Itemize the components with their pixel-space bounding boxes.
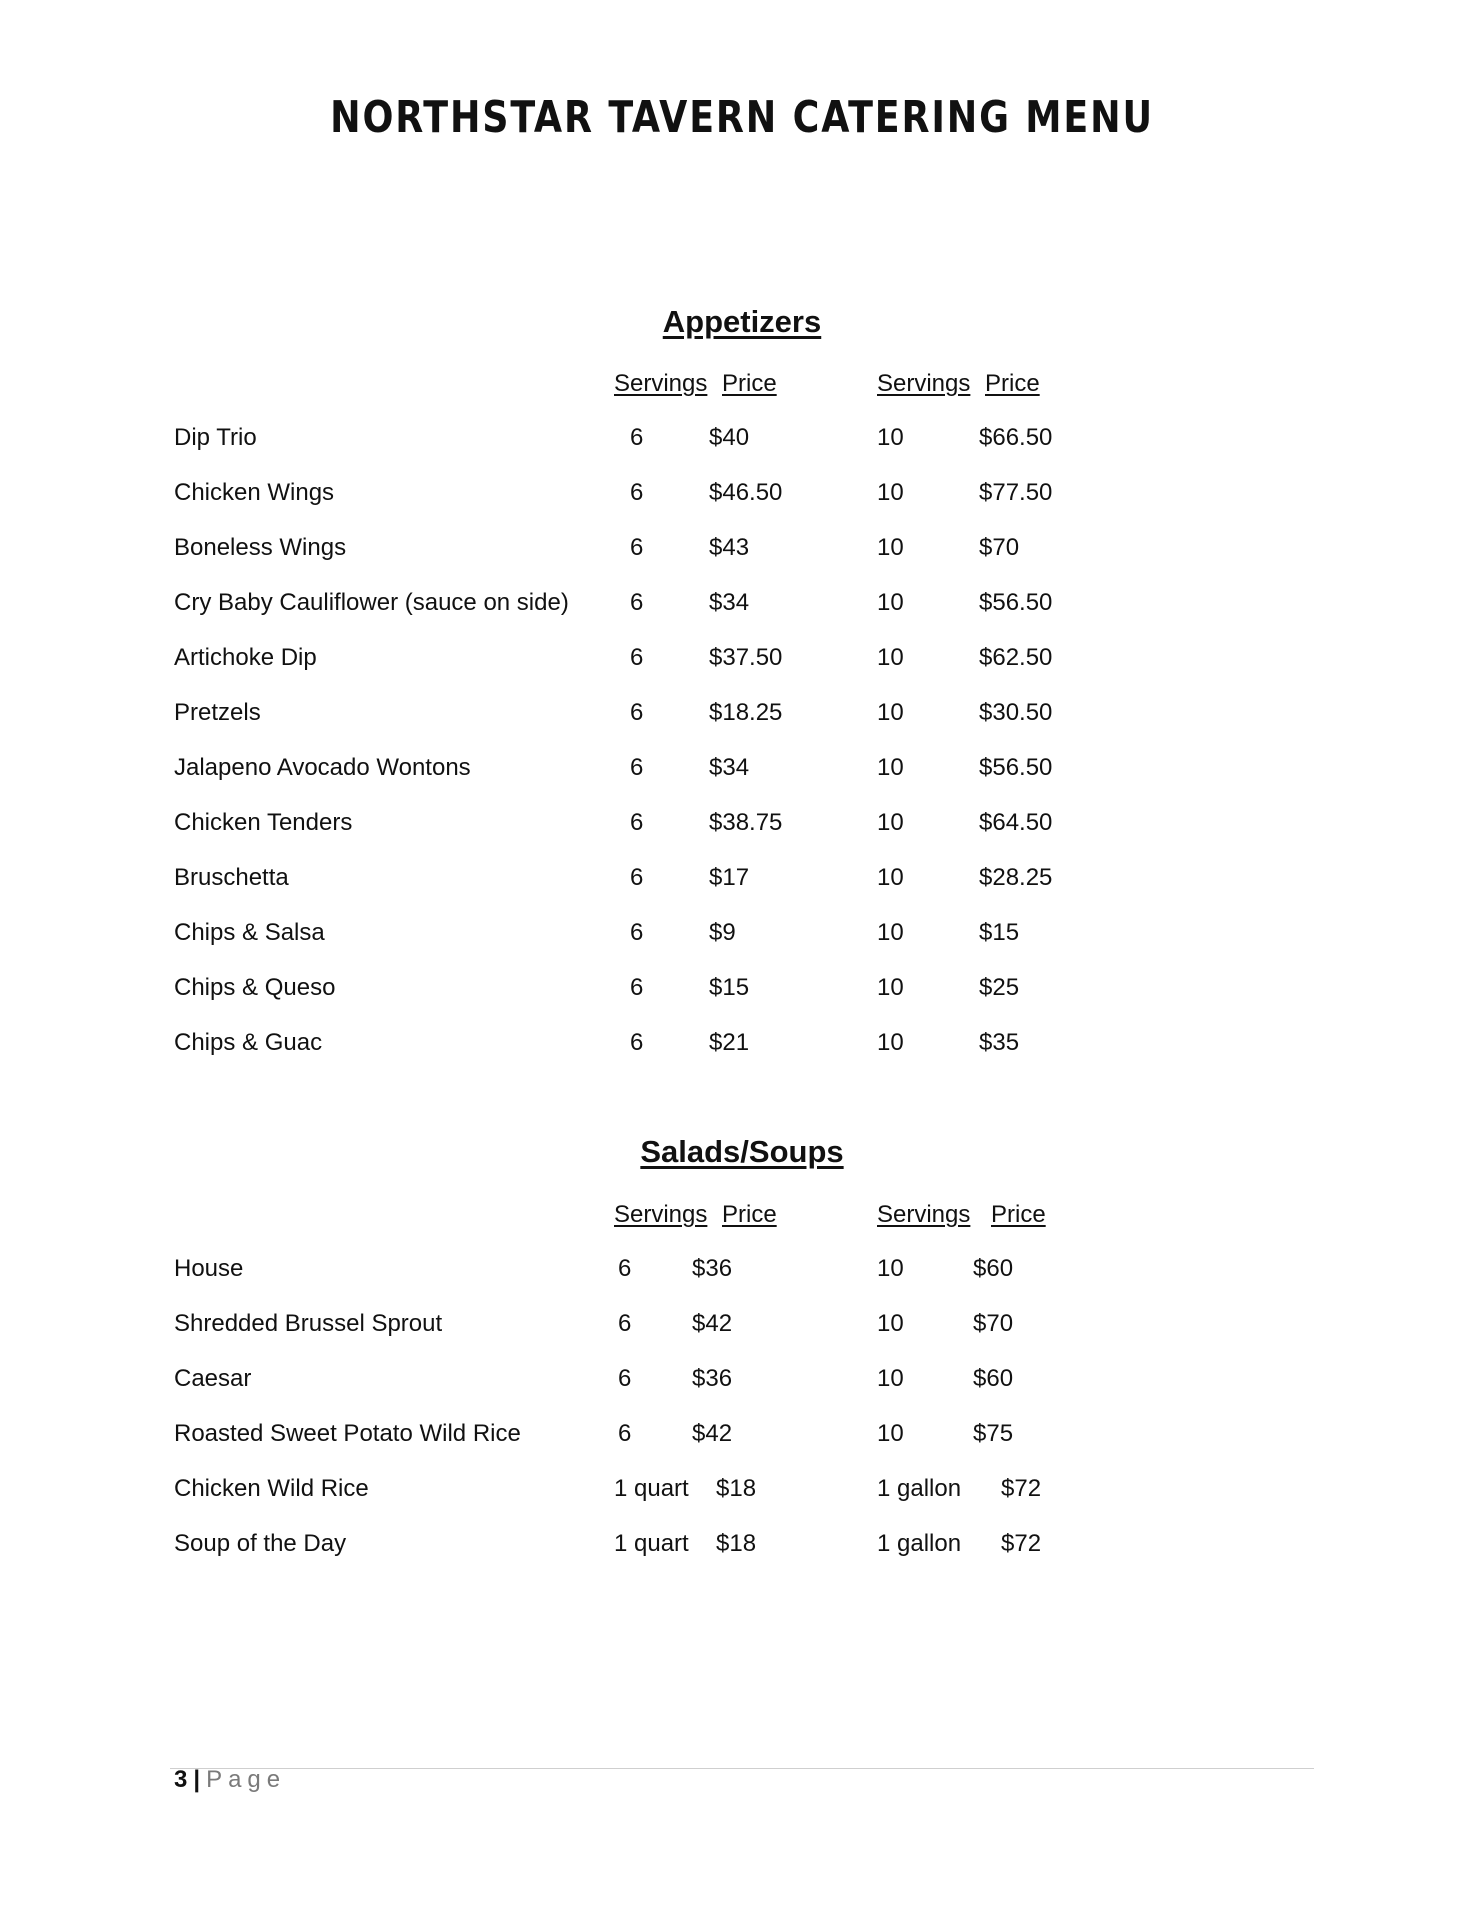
menu-item-row xyxy=(0,919,1484,959)
menu-item-name: Soup of the Day xyxy=(174,1530,347,1557)
menu-item-row xyxy=(0,864,1484,904)
menu-item-name: Shredded Brussel Sprout xyxy=(174,1310,443,1337)
menu-item-servings-large: 10 xyxy=(877,644,904,671)
menu-item-row xyxy=(0,424,1484,464)
menu-item-price-small: $15 xyxy=(709,974,750,1001)
menu-item-name: Chips & Guac xyxy=(174,1029,323,1056)
menu-item-name: Jalapeno Avocado Wontons xyxy=(174,754,471,781)
menu-item-servings-large: 10 xyxy=(877,1255,904,1282)
menu-item-name: Chicken Wings xyxy=(174,479,335,506)
menu-item-price-small: $34 xyxy=(709,589,750,616)
menu-item-price-large: $72 xyxy=(1001,1475,1042,1502)
menu-item-servings-large: 10 xyxy=(877,919,904,946)
menu-item-price-small: $18 xyxy=(716,1530,757,1557)
footer-divider xyxy=(170,1768,1314,1769)
menu-item-servings-small: 6 xyxy=(630,699,644,726)
menu-item-price-large: $70 xyxy=(973,1310,1014,1337)
menu-item-row xyxy=(0,644,1484,684)
menu-item-servings-large: 10 xyxy=(877,534,904,561)
menu-item-price-large: $66.50 xyxy=(979,424,1053,451)
menu-item-price-small: $40 xyxy=(709,424,750,451)
menu-item-row xyxy=(0,1029,1484,1069)
menu-item-row xyxy=(0,534,1484,574)
footer-separator: | xyxy=(193,1766,201,1793)
col-header-price-2: Price xyxy=(985,370,1040,397)
menu-item-price-small: $37.50 xyxy=(709,644,783,671)
col-header-servings-1: Servings xyxy=(614,1201,708,1228)
menu-item-servings-small: 6 xyxy=(630,589,644,616)
section-heading-appetizers: Appetizers xyxy=(662,304,822,339)
menu-item-row xyxy=(0,1530,1484,1570)
menu-item-servings-small: 6 xyxy=(630,864,644,891)
menu-item-servings-small: 6 xyxy=(618,1310,632,1337)
menu-item-price-large: $60 xyxy=(973,1365,1014,1392)
menu-item-price-large: $75 xyxy=(973,1420,1014,1447)
menu-item-servings-small: 6 xyxy=(618,1255,632,1282)
menu-item-row xyxy=(0,754,1484,794)
menu-item-name: Bruschetta xyxy=(174,864,289,891)
menu-item-price-large: $25 xyxy=(979,974,1020,1001)
menu-item-servings-small: 6 xyxy=(630,919,644,946)
page-number: 3 xyxy=(174,1766,188,1793)
menu-item-price-large: $62.50 xyxy=(979,644,1053,671)
menu-item-servings-small: 1 quart xyxy=(614,1530,689,1557)
menu-item-price-small: $38.75 xyxy=(709,809,783,836)
menu-item-price-small: $18.25 xyxy=(709,699,783,726)
menu-item-row xyxy=(0,1365,1484,1405)
menu-item-row xyxy=(0,479,1484,519)
page-title: NORTHSTAR TAVERN CATERING MENU xyxy=(330,92,1154,143)
section-heading-salads-soups: Salads/Soups xyxy=(640,1134,844,1169)
menu-item-price-small: $17 xyxy=(709,864,750,891)
menu-item-price-small: $36 xyxy=(692,1365,733,1392)
menu-item-name: Chicken Tenders xyxy=(174,809,353,836)
menu-item-price-small: $21 xyxy=(709,1029,750,1056)
menu-item-price-small: $43 xyxy=(709,534,750,561)
col-header-price-1: Price xyxy=(722,1201,777,1228)
menu-item-servings-small: 1 quart xyxy=(614,1475,689,1502)
menu-item-servings-small: 6 xyxy=(630,1029,644,1056)
menu-item-name: Artichoke Dip xyxy=(174,644,317,671)
page-footer xyxy=(174,1766,286,1794)
menu-item-name: Cry Baby Cauliflower (sauce on side) xyxy=(174,589,569,616)
menu-item-servings-small: 6 xyxy=(630,809,644,836)
menu-item-price-small: $46.50 xyxy=(709,479,783,506)
menu-item-price-large: $35 xyxy=(979,1029,1020,1056)
menu-item-servings-small: 6 xyxy=(630,974,644,1001)
menu-item-servings-large: 10 xyxy=(877,699,904,726)
menu-item-servings-small: 6 xyxy=(618,1365,632,1392)
col-header-price-1: Price xyxy=(722,370,777,397)
menu-item-price-small: $34 xyxy=(709,754,750,781)
col-header-price-2: Price xyxy=(991,1201,1046,1228)
menu-item-price-large: $72 xyxy=(1001,1530,1042,1557)
menu-item-price-large: $28.25 xyxy=(979,864,1053,891)
menu-item-price-small: $9 xyxy=(709,919,736,946)
menu-item-servings-large: 1 gallon xyxy=(877,1530,962,1557)
menu-item-servings-small: 6 xyxy=(630,479,644,506)
menu-item-name: Roasted Sweet Potato Wild Rice xyxy=(174,1420,521,1447)
col-header-servings-2: Servings xyxy=(877,1201,971,1228)
menu-item-servings-small: 6 xyxy=(618,1420,632,1447)
menu-item-name: Chips & Queso xyxy=(174,974,336,1001)
menu-item-name: Caesar xyxy=(174,1365,252,1392)
menu-item-servings-large: 10 xyxy=(877,424,904,451)
menu-item-price-large: $15 xyxy=(979,919,1020,946)
menu-item-price-small: $18 xyxy=(716,1475,757,1502)
menu-item-price-small: $42 xyxy=(692,1310,733,1337)
menu-item-price-large: $56.50 xyxy=(979,754,1053,781)
menu-item-row xyxy=(0,974,1484,1014)
menu-item-name: House xyxy=(174,1255,244,1282)
menu-item-name: Boneless Wings xyxy=(174,534,347,561)
menu-item-row xyxy=(0,809,1484,849)
menu-item-servings-large: 10 xyxy=(877,754,904,781)
menu-item-price-large: $70 xyxy=(979,534,1020,561)
menu-item-name: Chicken Wild Rice xyxy=(174,1475,369,1502)
menu-item-row xyxy=(0,1255,1484,1295)
menu-item-servings-large: 10 xyxy=(877,809,904,836)
menu-item-servings-small: 6 xyxy=(630,754,644,781)
menu-item-row xyxy=(0,1475,1484,1515)
menu-item-row xyxy=(0,1420,1484,1460)
menu-item-price-large: $60 xyxy=(973,1255,1014,1282)
menu-item-servings-large: 10 xyxy=(877,1420,904,1447)
menu-item-name: Dip Trio xyxy=(174,424,257,451)
menu-item-servings-large: 10 xyxy=(877,1029,904,1056)
menu-item-servings-small: 6 xyxy=(630,644,644,671)
menu-item-price-large: $56.50 xyxy=(979,589,1053,616)
menu-item-price-large: $30.50 xyxy=(979,699,1053,726)
menu-item-servings-large: 10 xyxy=(877,1365,904,1392)
menu-item-servings-large: 10 xyxy=(877,1310,904,1337)
menu-item-row xyxy=(0,699,1484,739)
menu-item-servings-large: 10 xyxy=(877,479,904,506)
menu-item-row xyxy=(0,589,1484,629)
menu-item-row xyxy=(0,1310,1484,1350)
menu-item-price-small: $42 xyxy=(692,1420,733,1447)
menu-item-servings-small: 6 xyxy=(630,424,644,451)
menu-item-servings-large: 10 xyxy=(877,974,904,1001)
col-header-servings-2: Servings xyxy=(877,370,971,397)
menu-item-servings-large: 10 xyxy=(877,589,904,616)
col-header-servings-1: Servings xyxy=(614,370,708,397)
menu-item-price-large: $64.50 xyxy=(979,809,1053,836)
menu-item-servings-large: 1 gallon xyxy=(877,1475,962,1502)
menu-item-servings-small: 6 xyxy=(630,534,644,561)
menu-item-servings-large: 10 xyxy=(877,864,904,891)
menu-item-price-large: $77.50 xyxy=(979,479,1053,506)
page-word: Page xyxy=(206,1766,287,1793)
menu-item-name: Pretzels xyxy=(174,699,261,726)
menu-item-name: Chips & Salsa xyxy=(174,919,325,946)
menu-item-price-small: $36 xyxy=(692,1255,733,1282)
